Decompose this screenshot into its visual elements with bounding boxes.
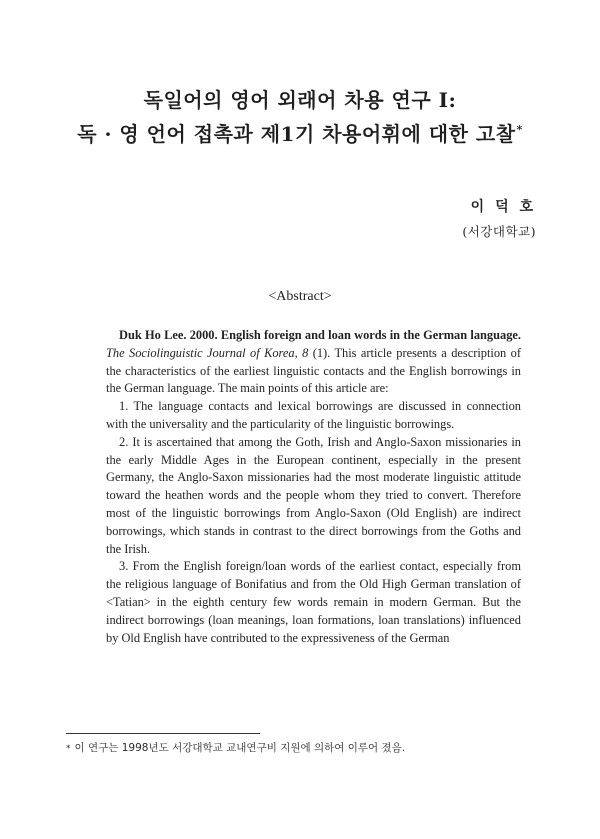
journal-issue: (1). [308, 345, 331, 360]
abstract-point-1: 1. The language contacts and lexical borrowings are discussed in connection with the universality and the particularity of the linguistic borrowings. [106, 399, 521, 431]
footnote-mark: * [66, 744, 71, 754]
abstract-body [106, 327, 521, 647]
journal-name: The Sociolinguistic Journal of Korea, 8 [106, 345, 309, 360]
title-footnote-mark: * [516, 123, 523, 136]
footnote-text: 이 연구는 1998년도 서강대학교 교내연구비 지원에 의하여 이루어 졌음. [74, 742, 406, 754]
footnote [66, 740, 405, 755]
citation-authors: Duk Ho Lee. 2000. English foreign and loan words in the German language. [119, 328, 521, 342]
author-name: 이 덕 호 [470, 199, 536, 215]
abstract-heading: <Abstract> [268, 289, 332, 304]
abstract-citation-paragraph [106, 327, 521, 398]
abstract-intro: This article presents a description of the characteristics of the earliest linguistic contacts and the English borrowings in the German language. The main points of this article are: [106, 345, 521, 396]
paper-title-line-2 [0, 118, 600, 147]
abstract-point-3: 3. From the English foreign/loan words of the earliest contact, especially from the religious language of Bonifatius and from the Old High German translation of <Tatian> in the eighth century few words remain in modern German. But the indirect borrowings (loan meanings, loan formations, loan translations) influenced by Old English have contributed to the expressiveness of the German [106, 559, 521, 645]
abstract-point-2: 2. It is ascertained that among the Goth, Irish and Anglo-Saxon missionaries in the early Middle Ages in the European continent, especially in the present Germany, the Anglo-Saxon missionaries had the most moderate linguistic attitude toward the heathen words and the people whom they tried to convert. Therefore most of the linguistic borrowings from Anglo-Saxon (Old English) are indirect borrowings, which stands in contrast to the direct borrowings from the Goths and the Irish. [106, 434, 521, 556]
author-affiliation: (서강대학교) [462, 224, 536, 239]
paper-title-line-1: 독일어의 영어 외래어 차용 연구 I: [143, 88, 457, 112]
footnote-divider [66, 733, 260, 734]
paper-title-line-2-text: 독 · 영 언어 접촉과 제1기 차용어휘에 대한 고찰 [77, 122, 516, 146]
